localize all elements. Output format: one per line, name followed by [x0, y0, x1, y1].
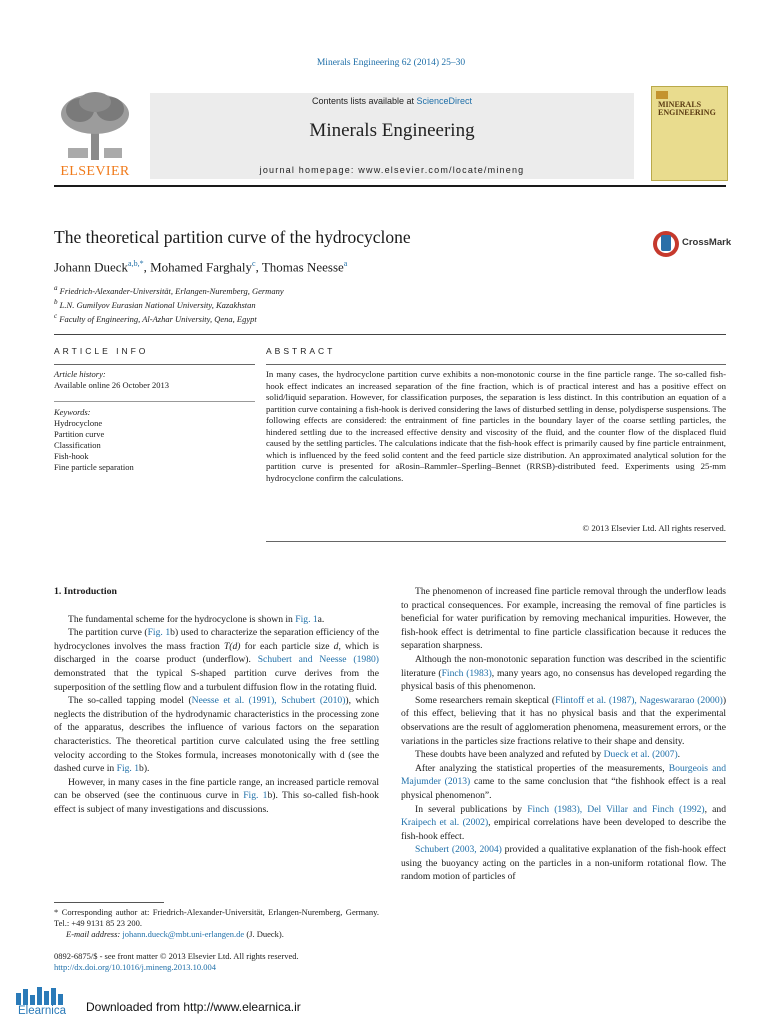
- elsevier-tree-icon: [54, 90, 136, 162]
- paragraph: The so-called tapping model (Neesse et al. (1991), Schubert (2010)), which neglects the distribution of the hydrodynamic characteristics in the processing zone of the apparatus, describes the influence of various factors on the separation characteristics. The theoretical partition curve calculated using the free settling velocity according to the Stokes formula, increases monotonically with d (see the dashed curve in Fig. 1b).: [54, 695, 379, 775]
- body-column-right: [401, 585, 726, 884]
- citation-link[interactable]: Kraipech et al. (2002): [401, 817, 489, 829]
- front-matter-text: 0892-6875/$ - see front matter © 2013 Elsevier Ltd. All rights reserved.: [54, 951, 299, 961]
- paragraph: However, in many cases in the fine particle range, an increased particle removal can be observed (see the continuous curve in Fig. 1b). This so-called fish-hook effect is subject of many investigations and discussions.: [54, 776, 379, 815]
- article-info-heading: ARTICLE INFO: [54, 346, 149, 356]
- front-matter: [54, 951, 379, 973]
- elsevier-wordmark: ELSEVIER: [60, 164, 130, 179]
- abstract-copyright: © 2013 Elsevier Ltd. All rights reserved.: [582, 523, 726, 533]
- journal-header-box: [150, 93, 634, 179]
- paragraph: The phenomenon of increased fine particle removal through the underflow leads to practical consequences. For example, increasing the removal of fine particles is beneficial for water purification by removing mechanical impurities. However, the fish-hook effect is detrimental to fine particle classification because it reduces the separation sharpness.: [401, 586, 726, 652]
- citation-link[interactable]: Flintoff et al. (1987), Nageswararao (2000): [555, 694, 723, 706]
- keyword-item: Partition curve: [54, 429, 105, 439]
- journal-homepage[interactable]: journal homepage: www.elsevier.com/locate/mineng: [259, 165, 525, 175]
- abstract-heading: ABSTRACT: [266, 346, 336, 356]
- history-value: Available online 26 October 2013: [54, 380, 170, 390]
- citation-link[interactable]: Bourgeois and Majumder (2013): [401, 762, 726, 788]
- body-column-left: [54, 585, 379, 817]
- author-affiliation-mark[interactable]: a,b,*: [128, 259, 144, 268]
- keywords: [54, 407, 134, 473]
- citation-link[interactable]: Schubert (2003, 2004): [415, 844, 502, 856]
- affiliation-item: $^a$ Friedrich-Alexander-Universität, Erlangen-Nuremberg, Germany: [54, 284, 284, 296]
- abstract-divider: [266, 364, 726, 365]
- keywords-label: Keywords:: [54, 407, 91, 417]
- figure-link[interactable]: Fig. 1: [116, 763, 140, 775]
- email-line: E-mail address: johann.dueck@mbt.uni-erlangen.de (J. Dueck).: [66, 929, 284, 939]
- sciencedirect-link[interactable]: ScienceDirect: [416, 96, 473, 106]
- footnote-divider: [54, 902, 164, 903]
- cover-logo-mark: [656, 91, 668, 99]
- cover-title: MINERALS ENGINEERING: [658, 100, 716, 117]
- crossmark-label: CrossMark: [682, 237, 732, 248]
- author-affiliation-mark[interactable]: c: [252, 259, 256, 268]
- paragraph: Schubert (2003, 2004) provided a qualitative explanation of the fish-hook effect using the buoyancy acting on the particles in a non-uniform rotational flow. The random motion of particles of: [401, 844, 726, 883]
- title-divider: [54, 334, 726, 335]
- footnote-text: * Corresponding author at: Friedrich-Alexander-Universität, Erlangen-Nuremberg, Germany. Tel.: +49 9131 85 23 200.: [54, 907, 379, 928]
- citation-link[interactable]: Dueck et al. (2007): [603, 749, 678, 761]
- citation-link[interactable]: Schubert and Neesse (1980): [257, 654, 379, 666]
- paragraph: In several publications by Finch (1983), Del Villar and Finch (1992), and Kraipech et al. (2002), empirical correlations have been developed to describe the fish-hook effect.: [401, 803, 726, 842]
- elearnica-bars-icon: [14, 985, 70, 1005]
- header-divider: [54, 185, 726, 187]
- article-title: The theoretical partition curve of the hydrocyclone: [54, 227, 411, 247]
- paragraph: The partition curve (Fig. 1b) used to characterize the separation efficiency of the hydrocyclones involves the mass fraction T(d) for each particle size d, which is discharged in the coarse product (underflow). Schubert and Neesse (1980) demonstrated that the typical S-shaped partition curve derives from the superposition of the settling flow and a turbulent diffusion flow in the rotating fluid.: [54, 627, 379, 693]
- keyword-item: Fine particle separation: [54, 462, 134, 472]
- citation-link[interactable]: Finch (1983): [441, 667, 492, 679]
- history-label: Article history:: [54, 369, 106, 379]
- email-link[interactable]: johann.dueck@mbt.uni-erlangen.de: [122, 929, 245, 939]
- keyword-item: Hydrocyclone: [54, 418, 103, 428]
- paragraph: The fundamental scheme for the hydrocyclone is shown in Fig. 1a.: [68, 613, 325, 625]
- elearnica-wordmark: Elearnica: [18, 1005, 66, 1017]
- author-name[interactable]: Mohamed Farghaly: [150, 259, 253, 275]
- author-list: Johann Dueck$^{a,b,*}$, Mohamed Farghaly$^c$, Thomas Neesse$^a$: [54, 259, 348, 275]
- citation-link[interactable]: Neesse et al. (1991), Schubert (2010): [191, 695, 346, 707]
- affiliations: [54, 283, 284, 324]
- paragraph: After analyzing the statistical properties of the measurements, Bourgeois and Majumder (2013) came to the same conclusion that “the fishhook effect is a real physical phenomenon”.: [401, 762, 726, 801]
- keyword-item: Classification: [54, 440, 101, 450]
- author-name[interactable]: Thomas Neesse: [261, 259, 344, 275]
- elsevier-logo: [54, 90, 136, 182]
- figure-link[interactable]: Fig. 1: [295, 613, 318, 625]
- paragraph: Some researchers remain skeptical (Flintoff et al. (1987), Nageswararao (2000)) of this effect, believing that it has no physical basis and that the experimental observations are the result of agglomeration phenomena, measurement errors, or the variations in the particles size fractions relative to their shape and density.: [401, 694, 727, 747]
- affiliation-item: $^b$ L.N. Gumilyov Eurasian National University, Kazakhstan: [54, 297, 256, 310]
- doi-link[interactable]: http://dx.doi.org/10.1016/j.mineng.2013.10.004: [54, 962, 217, 972]
- affiliation-item: $^c$ Faculty of Engineering, Al-Azhar University, Qena, Egypt: [54, 311, 257, 324]
- author-name[interactable]: Johann Dueck: [54, 259, 129, 275]
- corresponding-author-footnote: [54, 907, 379, 940]
- article-info-divider: [54, 364, 255, 365]
- journal-cover-image: [651, 86, 728, 181]
- section-heading: 1. Introduction: [54, 586, 117, 597]
- crossmark-icon: [652, 229, 680, 259]
- author-affiliation-mark[interactable]: a: [343, 259, 348, 268]
- contents-line: Contents lists available at ScienceDirect: [311, 96, 473, 106]
- download-notice[interactable]: Downloaded from http://www.elearnica.ir: [86, 1000, 301, 1014]
- figure-link[interactable]: Fig. 1: [147, 627, 171, 639]
- keywords-divider: [54, 401, 255, 402]
- paragraph: These doubts have been analyzed and refuted by Dueck et al. (2007).: [415, 749, 681, 761]
- abstract-bottom-divider: [266, 541, 726, 542]
- figure-link[interactable]: Fig. 1: [243, 790, 268, 802]
- journal-name: Minerals Engineering: [309, 120, 475, 141]
- paragraph: Although the non-monotonic separation function was described in the scientific literature (Finch (1983), many years ago, no consensus has developed regarding the physical basis of this phenomenon.: [401, 653, 726, 693]
- abstract-text: In many cases, the hydrocyclone partition curve exhibits a non-monotonic course in the fine particle range. The so-called fish-hook effect indicates an increased separation of the fine fraction, which is of practical interest and has a positive effect on solid/liquid separation. However, for classification purposes, the separation is less distinct. In this contribution an equation of a partition curve containing a fish-hook is derived considering the laws of disturbed settling in dense, polydisperse suspensions. The following effects are considered: the entrainment of fine particles in the boundary layer of the coarse settling particles, the hindered settling due to the increased effective density and viscosity of the fluid, and the counter flow of the displaced fluid caused by the settling particles. The calculations indicate that the fish-hook effect is primarily caused by fine particle entrainment, which is influenced by the feed solid content and the feed particle size distribution. An approximated analytical solution for the partition curve is presented for aRosin–Rammler–Sperling–Bennet (RRSB)-distributed feed. Experiments using 25-mm hydrocyclone confirm the calculations.: [266, 369, 726, 483]
- crossmark-badge[interactable]: [652, 229, 732, 259]
- keyword-item: Fish-hook: [54, 451, 89, 461]
- journal-citation[interactable]: Minerals Engineering 62 (2014) 25–30: [316, 58, 466, 68]
- elearnica-logo[interactable]: [14, 985, 70, 1019]
- citation-link[interactable]: Finch (1983), Del Villar and Finch (1992): [527, 803, 705, 815]
- article-history: [54, 369, 169, 391]
